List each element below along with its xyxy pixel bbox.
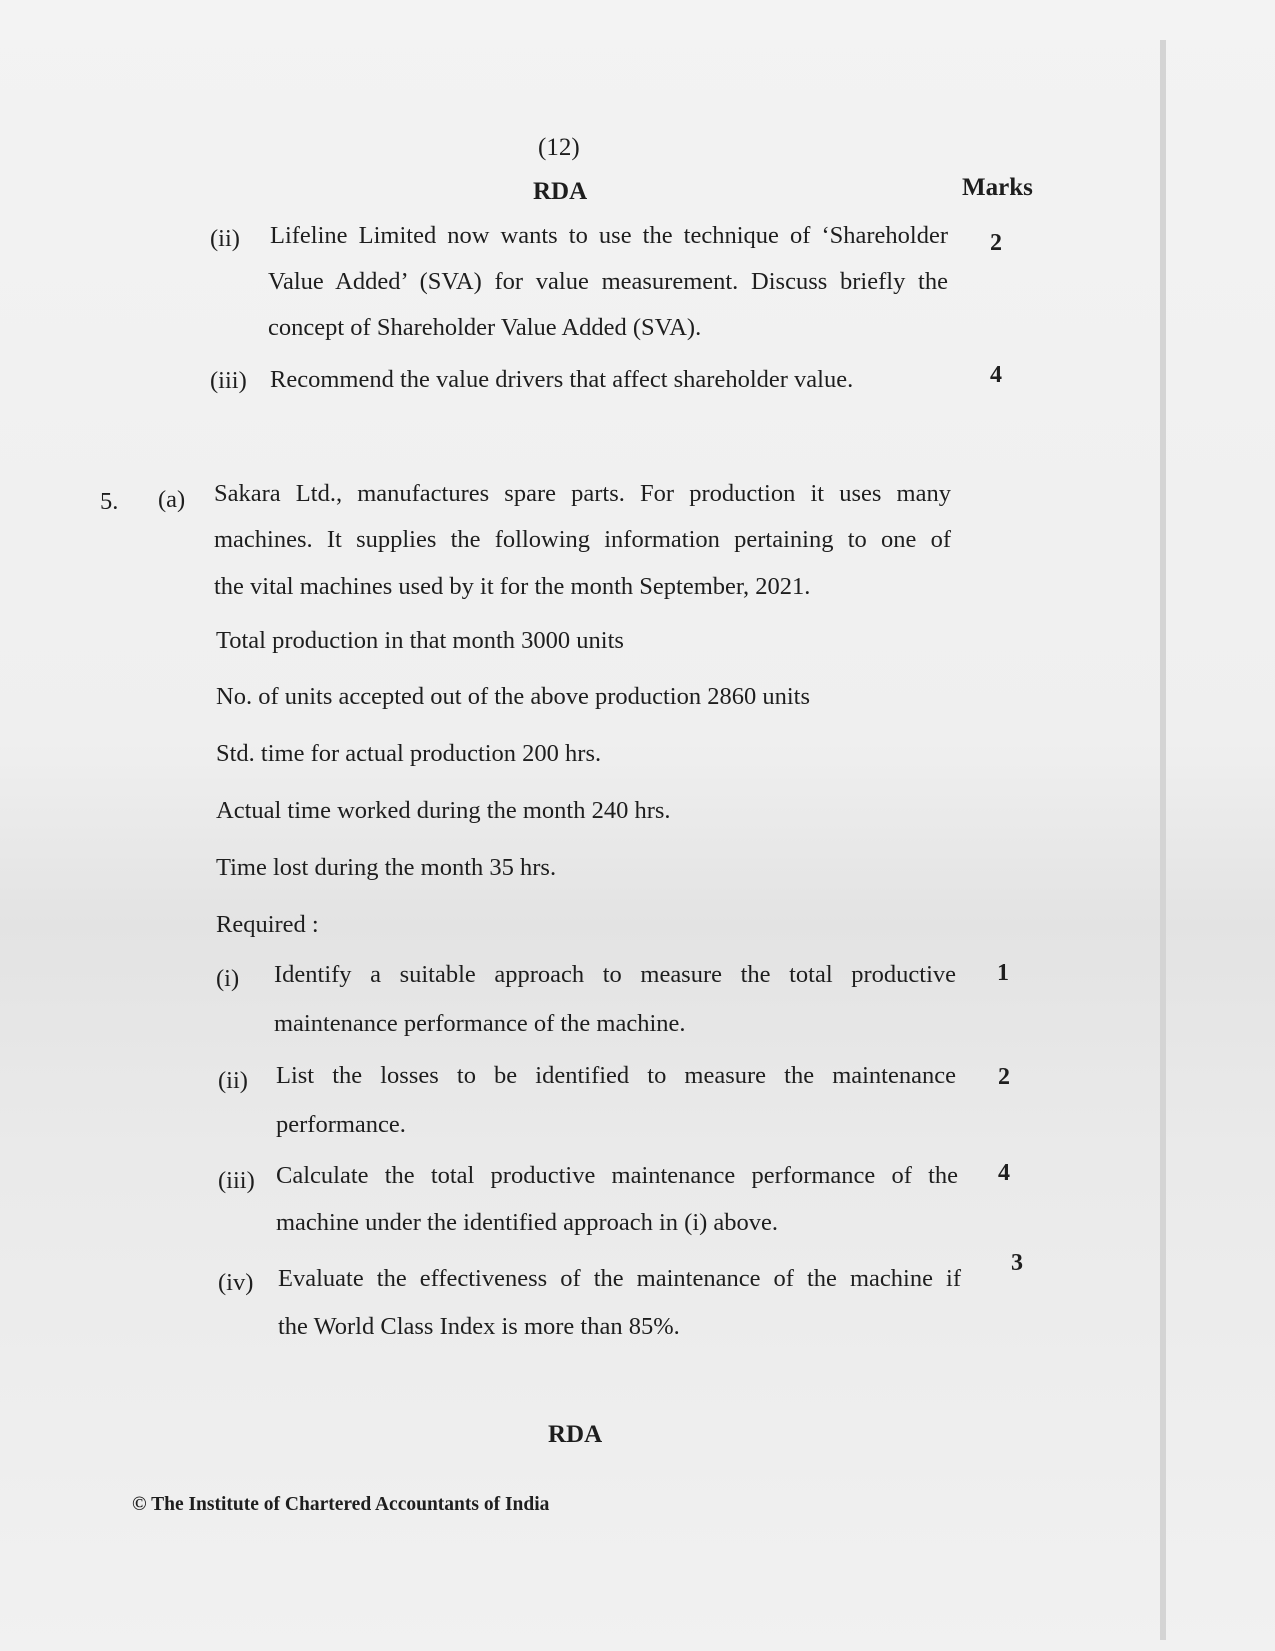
item-marks: 1 [997, 960, 1009, 986]
item-text-line: machine under the identified approach in (i) above. [276, 1209, 779, 1236]
page-edge-shadow [1160, 40, 1166, 1640]
item-marks: 3 [1011, 1250, 1023, 1276]
page-number: (12) [538, 134, 580, 161]
paper-code-header: RDA [533, 178, 588, 205]
fact-line: No. of units accepted out of the above production 2860 units [216, 683, 810, 710]
item-text-line: performance. [276, 1111, 406, 1138]
item-number: (ii) [210, 225, 240, 252]
item-marks: 4 [998, 1160, 1010, 1186]
intro-line: Sakara Ltd., manufactures spare parts. For production it uses many [214, 480, 951, 507]
required-label: Required : [216, 911, 319, 938]
item-number: (iii) [210, 367, 247, 394]
item-text-line: concept of Shareholder Value Added (SVA). [268, 314, 702, 341]
item-marks: 2 [990, 230, 1002, 256]
item-text-line: Recommend the value drivers that affect shareholder value. [270, 366, 854, 393]
intro-line: the vital machines used by it for the month September, 2021. [214, 573, 811, 600]
item-marks: 2 [998, 1064, 1010, 1090]
item-number: (iii) [218, 1167, 255, 1194]
paper-code-footer: RDA [548, 1421, 603, 1448]
item-marks: 4 [990, 362, 1002, 388]
item-text-line: Value Added’ (SVA) for value measurement. Discuss briefly the [268, 268, 948, 295]
fact-line: Actual time worked during the month 240 hrs. [216, 797, 671, 824]
question-part: (a) [158, 486, 186, 513]
item-text-line: Identify a suitable approach to measure the total productive [274, 961, 956, 988]
item-text-line: Lifeline Limited now wants to use the technique of ‘Shareholder [270, 222, 948, 249]
item-number: (iv) [218, 1269, 254, 1296]
fact-line: Std. time for actual production 200 hrs. [216, 740, 602, 767]
item-number: (i) [216, 965, 240, 992]
marks-heading: Marks [962, 174, 1033, 201]
fact-line: Total production in that month 3000 units [216, 627, 624, 654]
question-number: 5. [100, 488, 119, 515]
item-text-line: Calculate the total productive maintenance performance of the [276, 1162, 958, 1189]
item-text-line: maintenance performance of the machine. [274, 1010, 686, 1037]
fact-line: Time lost during the month 35 hrs. [216, 854, 557, 881]
intro-line: machines. It supplies the following information pertaining to one of [214, 526, 951, 553]
item-text-line: List the losses to be identified to measure the maintenance [276, 1062, 956, 1089]
copyright-notice: © The Institute of Chartered Accountants of India [132, 1494, 550, 1515]
item-text-line: Evaluate the effectiveness of the maintenance of the machine if [278, 1265, 961, 1292]
item-text-line: the World Class Index is more than 85%. [278, 1313, 680, 1340]
item-number: (ii) [218, 1067, 248, 1094]
